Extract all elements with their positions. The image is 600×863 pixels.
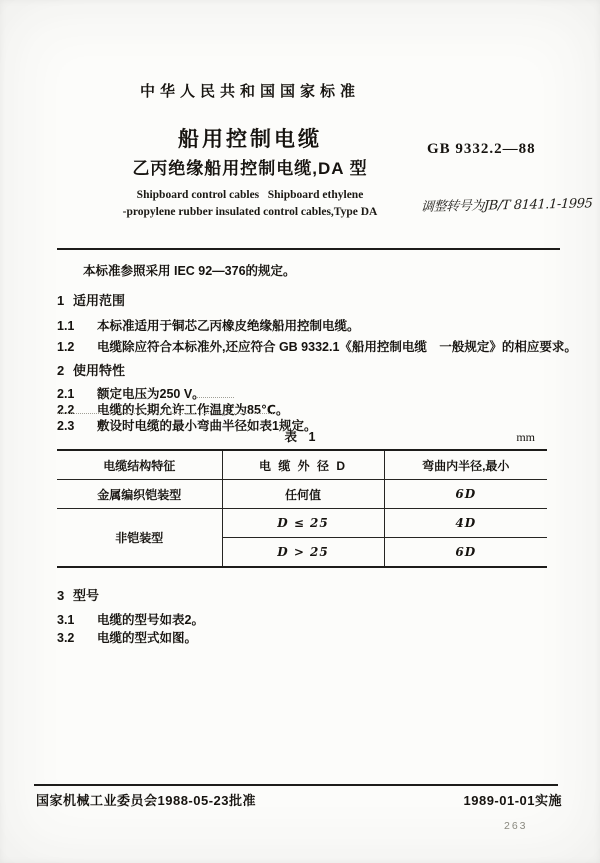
cell-radius: 6D bbox=[384, 538, 547, 568]
table-header-row bbox=[57, 450, 547, 480]
section-2-heading bbox=[57, 360, 125, 379]
header-cell-structure: 电缆结构特征 bbox=[57, 450, 222, 480]
cell-structure: 非铠装型 bbox=[57, 509, 222, 568]
bend-radius-table-wrap bbox=[57, 449, 547, 568]
clause-text: 电缆除应符合本标准外,还应符合 GB 9332.1《船用控制电缆 一般规定》的相应要求。 bbox=[97, 340, 577, 354]
clause-number: 2.2 bbox=[57, 403, 75, 417]
cell-radius: 6D bbox=[384, 480, 547, 509]
section-number: 3 bbox=[57, 588, 65, 603]
english-title-line2: -propylene rubber insulated control cables,Type DA bbox=[122, 206, 378, 218]
clause-text: 电缆的型式如图。 bbox=[97, 631, 198, 645]
cell-radius: 4D bbox=[384, 509, 547, 538]
clause-number: 2.3 bbox=[57, 419, 75, 433]
section-title: 适用范围 bbox=[73, 293, 126, 308]
clause-3-2 bbox=[57, 628, 197, 646]
cell-diameter: 任何值 bbox=[222, 480, 384, 509]
scan-artifact-dots bbox=[196, 396, 234, 398]
clause-number: 2.1 bbox=[57, 387, 75, 401]
section-title: 使用特性 bbox=[73, 363, 126, 378]
national-standard-heading: 中华人民共和国国家标准 bbox=[139, 83, 360, 100]
table-row bbox=[57, 509, 547, 538]
clause-number: 3.1 bbox=[57, 613, 75, 627]
cell-structure: 金属编织铠装型 bbox=[57, 480, 222, 509]
table-caption-row bbox=[57, 427, 547, 447]
clause-1-2 bbox=[57, 337, 577, 355]
table-row bbox=[57, 480, 547, 509]
section-title: 型号 bbox=[73, 588, 100, 603]
clause-number: 1.1 bbox=[57, 319, 75, 333]
cell-diameter: D > 25 bbox=[222, 538, 384, 568]
section-3-heading bbox=[57, 585, 99, 604]
intro-paragraph: 本标准参照采用 IEC 92—376的规定。 bbox=[83, 264, 296, 278]
page-number: 263 bbox=[504, 820, 528, 832]
clause-text: 电缆的长期允许工作温度为85℃。 bbox=[97, 403, 289, 417]
clause-text: 敷设时电缆的最小弯曲半径如表1规定。 bbox=[97, 419, 317, 433]
table-unit-label: mm bbox=[516, 430, 535, 444]
scan-artifact-dots bbox=[57, 412, 275, 414]
section-number: 2 bbox=[57, 363, 65, 378]
clause-3-1 bbox=[57, 610, 204, 628]
section-number: 1 bbox=[57, 293, 65, 308]
footer-implementation: 1989-01-01实施 bbox=[463, 793, 562, 808]
header-divider-rule bbox=[57, 248, 560, 250]
standard-number: GB 9332.2—88 bbox=[427, 141, 536, 157]
clause-text: 额定电压为250 V。 bbox=[97, 387, 205, 401]
section-1-heading bbox=[57, 290, 125, 309]
footer-divider-rule bbox=[34, 784, 558, 786]
clause-number: 3.2 bbox=[57, 631, 75, 645]
document-title-line2: 乙丙绝缘船用控制电缆,DA 型 bbox=[132, 159, 368, 178]
english-title-line1: Shipboard control cables Shipboard ethylene bbox=[136, 189, 364, 201]
handwritten-renumber-note: 调整转号为JB/T 8141.1-1995 bbox=[420, 196, 593, 215]
table-caption: 表 1 bbox=[284, 430, 320, 444]
document-title-line1: 船用控制电缆 bbox=[178, 128, 322, 151]
cell-diameter: D ≤ 25 bbox=[222, 509, 384, 538]
clause-1-1 bbox=[57, 316, 360, 334]
footer-approval: 国家机械工业委员会1988-05-23批准 bbox=[36, 793, 256, 808]
clause-text: 本标准适用于铜芯乙丙橡皮绝缘船用控制电缆。 bbox=[97, 319, 360, 333]
clause-number: 1.2 bbox=[57, 340, 75, 354]
bend-radius-table bbox=[57, 449, 547, 568]
header-cell-diameter: 电 缆 外 径 D bbox=[222, 450, 384, 480]
clause-text: 电缆的型号如表2。 bbox=[97, 613, 204, 627]
header-cell-bend-radius: 弯曲内半径,最小 bbox=[384, 450, 547, 480]
